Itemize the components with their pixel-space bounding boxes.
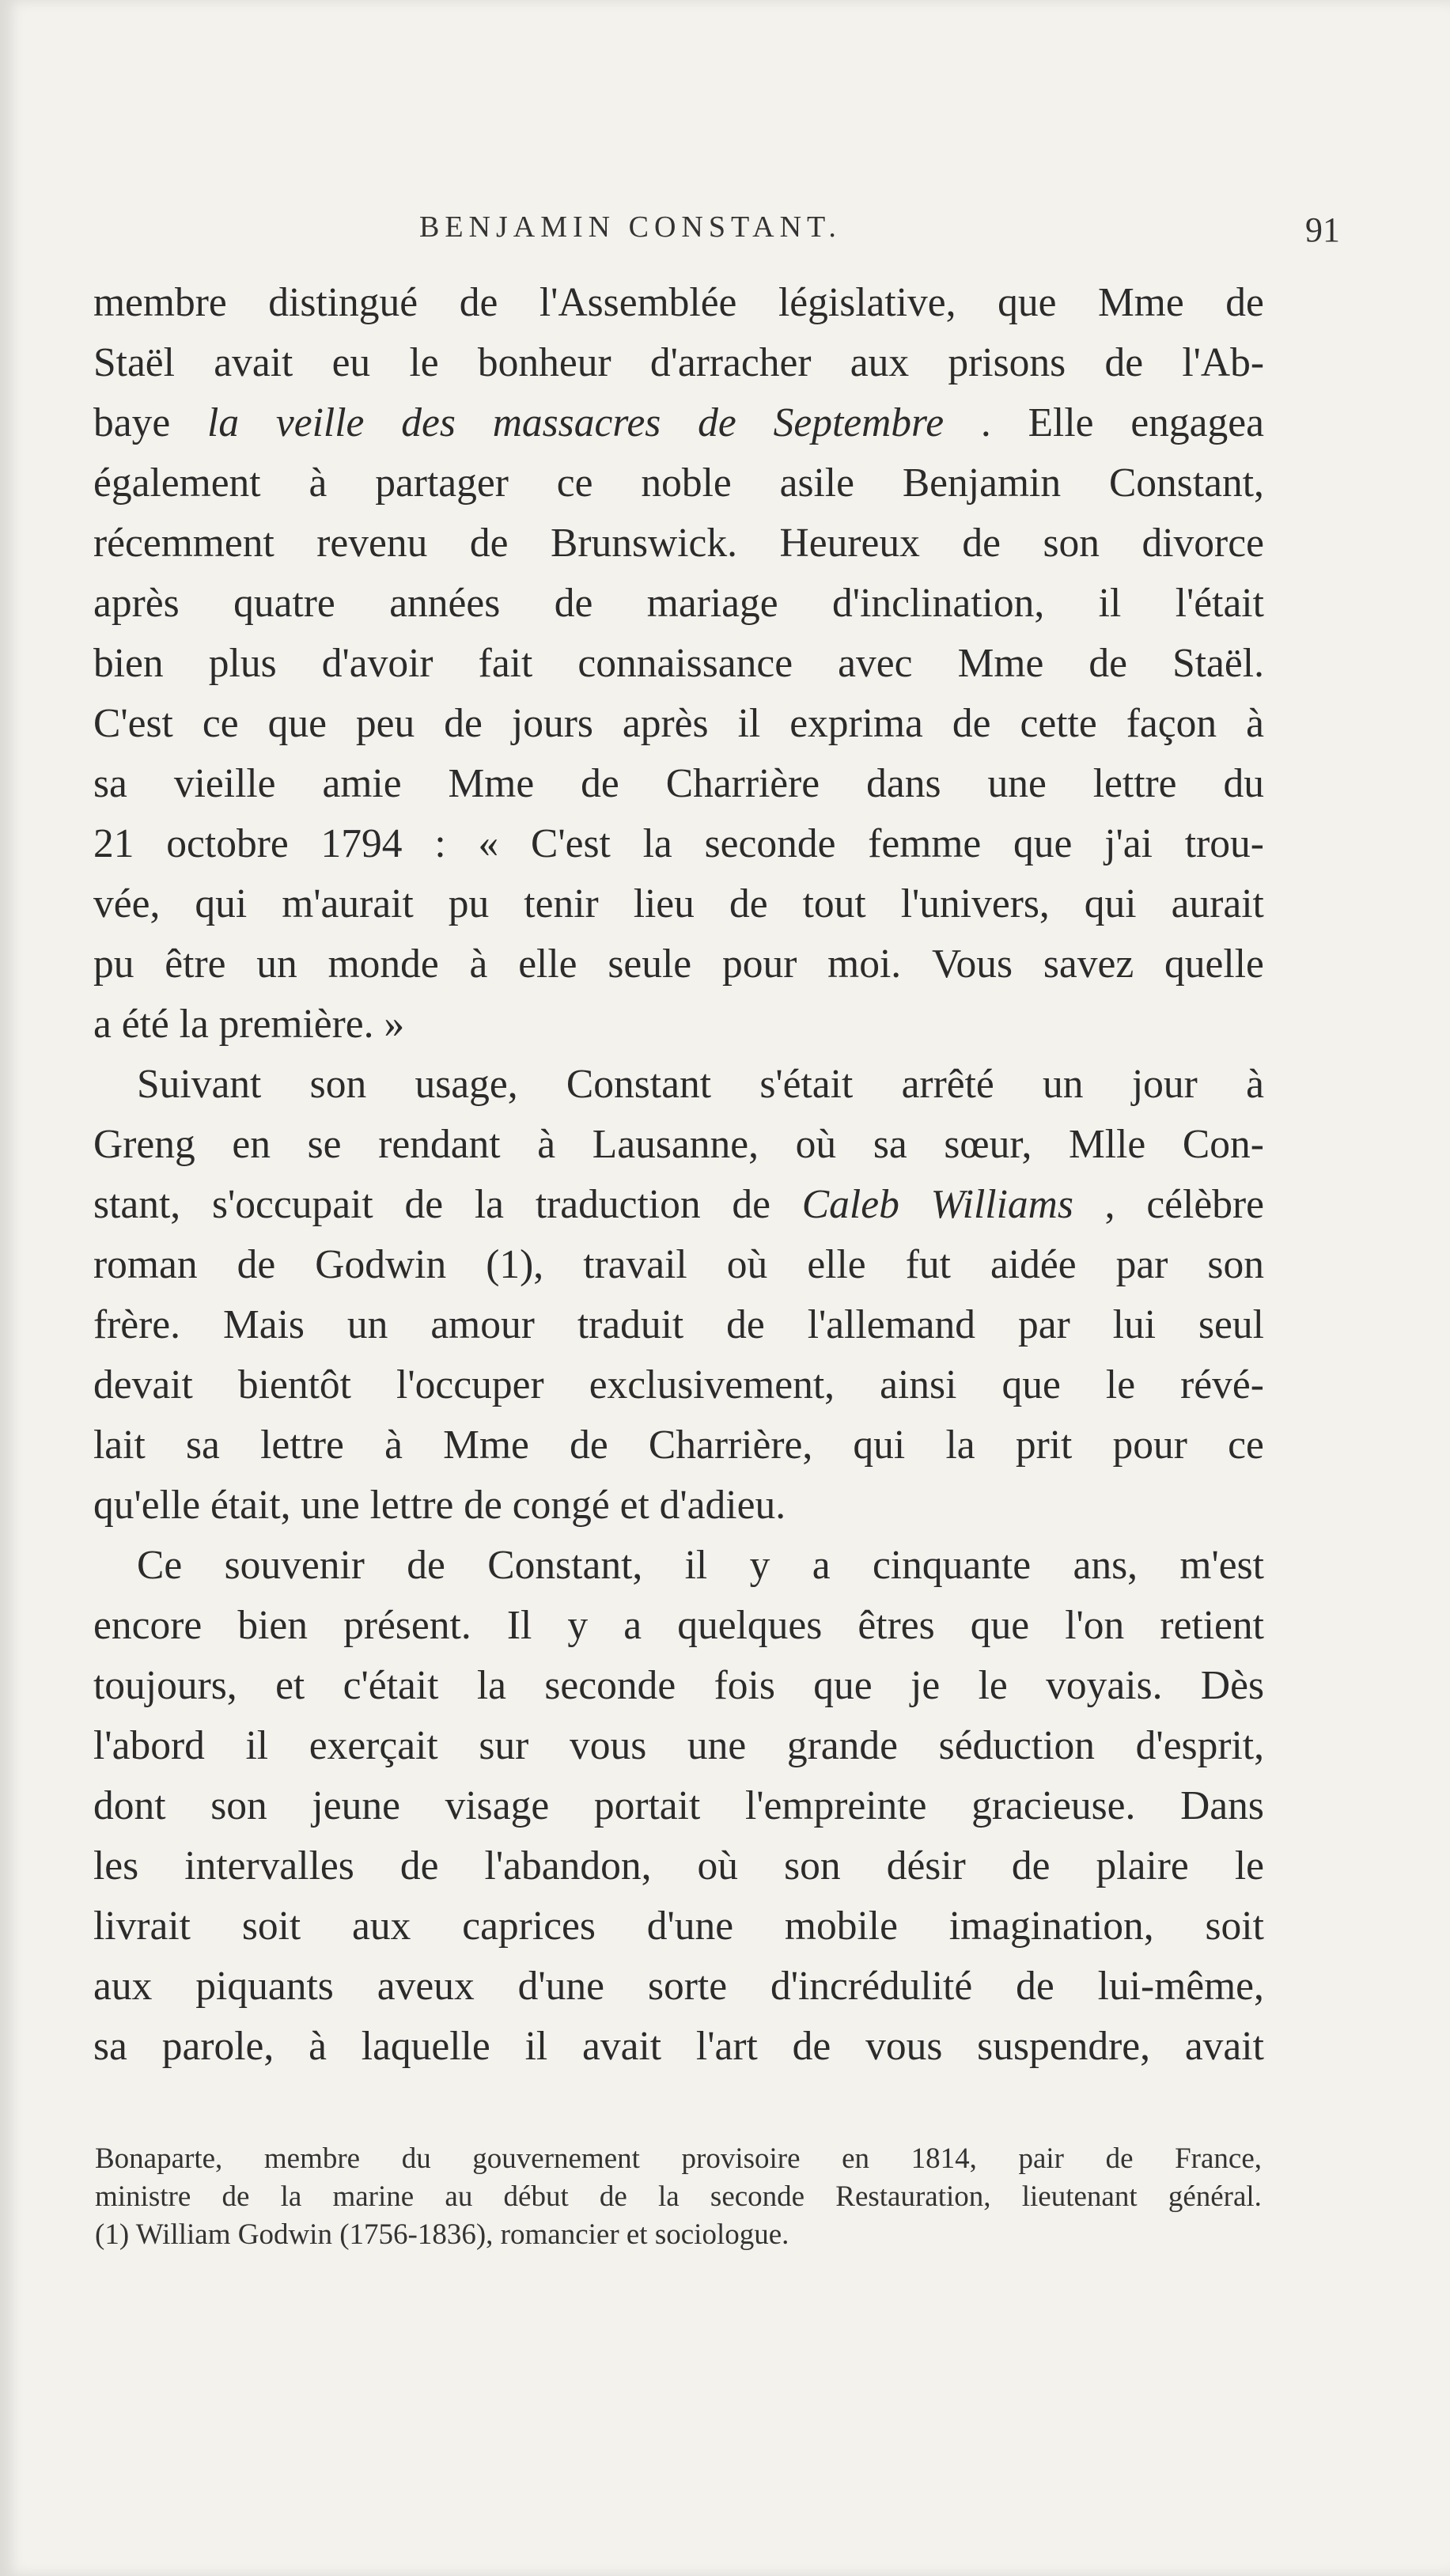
text-line: livrait soit aux caprices d'une mobile imagination, soit bbox=[93, 1904, 1264, 1949]
text-line: après quatre années de mariage d'inclination, il l'était bbox=[93, 581, 1264, 626]
text-line: frère. Mais un amour traduit de l'allemand par lui seul bbox=[93, 1302, 1264, 1347]
text-line: pu être un monde à elle seule pour moi. Vous savez quelle bbox=[93, 941, 1264, 987]
italic-word: la bbox=[207, 400, 240, 445]
text-line: toujours, et c'était la seconde fois que je le voyais. Dès bbox=[93, 1663, 1264, 1708]
text-line: Suivant son usage, Constant s'était arrêté un jour à bbox=[137, 1062, 1264, 1107]
main-text bbox=[93, 273, 1264, 2077]
italic-word: Caleb bbox=[801, 1182, 899, 1227]
text-line: sa vieille amie Mme de Charrière dans une lettre du bbox=[93, 761, 1264, 806]
text-line: les intervalles de l'abandon, où son désir de plaire le bbox=[93, 1843, 1264, 1888]
text-line-with-italic: stant, s'occupait de la traduction de Caleb Williams , célèbre bbox=[93, 1175, 1264, 1235]
footnote-line: Bonaparte, membre du gouvernement provisoire en 1814, pair de France, bbox=[95, 2142, 1262, 2175]
text-line: Greng en se rendant à Lausanne, où sa sœur, Mlle Con- bbox=[93, 1122, 1264, 1167]
page-number: 91 bbox=[1305, 210, 1340, 249]
italic-word: Williams bbox=[930, 1182, 1073, 1227]
footnote-line: (1) William Godwin (1756-1836), romancier et sociologue. bbox=[95, 2218, 789, 2251]
text-line: C'est ce que peu de jours après il exprima de cette façon à bbox=[93, 701, 1264, 746]
text-line: devait bientôt l'occuper exclusivement, ainsi que le révé- bbox=[93, 1362, 1264, 1407]
italic-word: des bbox=[401, 400, 456, 445]
text-line: 21 octobre 1794 : « C'est la seconde femme que j'ai trou- bbox=[93, 821, 1264, 866]
text-line: qu'elle était, une lettre de congé et d'adieu. bbox=[93, 1483, 786, 1528]
text-line-with-italic: baye la veille des massacres de Septembre . Elle engagea bbox=[93, 393, 1264, 453]
italic-word: massacres bbox=[492, 400, 661, 445]
running-title: BENJAMIN CONSTANT. bbox=[419, 210, 842, 244]
text-line: également à partager ce noble asile Benjamin Constant, bbox=[93, 460, 1264, 506]
text-line: a été la première. » bbox=[93, 1002, 405, 1047]
footnote-line: ministre de la marine au début de la seconde Restauration, lieutenant général. bbox=[95, 2180, 1262, 2213]
text-line: roman de Godwin (1), travail où elle fut aidée par son bbox=[93, 1242, 1264, 1287]
text-line: vée, qui m'aurait pu tenir lieu de tout l'univers, qui aurait bbox=[93, 881, 1264, 926]
text-line: l'abord il exerçait sur vous une grande séduction d'esprit, bbox=[93, 1723, 1264, 1768]
footnotes bbox=[95, 2140, 1262, 2254]
text-line: Ce souvenir de Constant, il y a cinquante ans, m'est bbox=[137, 1543, 1264, 1588]
italic-word: de bbox=[698, 400, 736, 445]
text-line: aux piquants aveux d'une sorte d'incrédulité de lui-même, bbox=[93, 1964, 1264, 2009]
italic-word: Septembre bbox=[773, 400, 945, 445]
text-line: lait sa lettre à Mme de Charrière, qui la prit pour ce bbox=[93, 1422, 1264, 1468]
page-header bbox=[119, 210, 1440, 273]
text-line: dont son jeune visage portait l'empreinte gracieuse. Dans bbox=[93, 1783, 1264, 1828]
text-line: bien plus d'avoir fait connaissance avec Mme de Staël. bbox=[93, 641, 1264, 686]
text-line: sa parole, à laquelle il avait l'art de vous suspendre, avait bbox=[93, 2024, 1264, 2069]
text-line: récemment revenu de Brunswick. Heureux de son divorce bbox=[93, 521, 1264, 566]
italic-word: veille bbox=[275, 400, 365, 445]
text-line: Staël avait eu le bonheur d'arracher aux prisons de l'Ab- bbox=[93, 340, 1264, 385]
text-line: membre distingué de l'Assemblée législative, que Mme de bbox=[93, 280, 1264, 325]
text-line: encore bien présent. Il y a quelques êtres que l'on retient bbox=[93, 1603, 1264, 1648]
